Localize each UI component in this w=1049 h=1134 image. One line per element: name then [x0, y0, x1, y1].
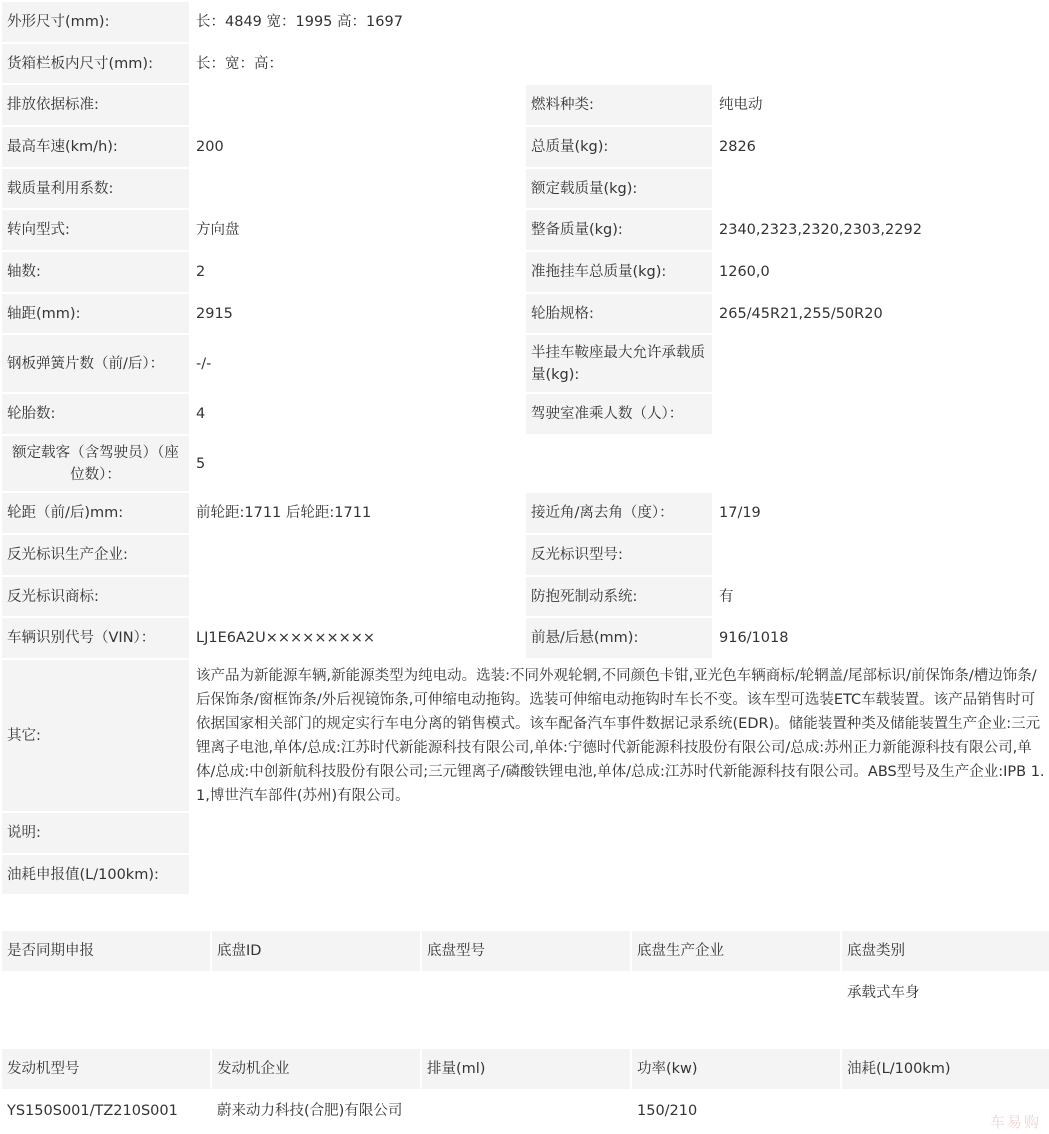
- spec-row: [2, 618, 1049, 658]
- spec-row: [2, 535, 1049, 575]
- spec-value: 2826: [714, 127, 1049, 167]
- chassis-cell: [2, 973, 210, 1013]
- watermark-text: 车易购: [989, 1113, 1041, 1131]
- spec-value: 1260,0: [714, 252, 1049, 292]
- spec-label: 反光标识商标:: [2, 577, 189, 616]
- engine-header-row: [2, 1049, 1049, 1089]
- spec-value: 265/45R21,255/50R20: [714, 294, 1049, 333]
- chassis-cell: 承载式车身: [842, 973, 1049, 1013]
- spec-value: [191, 85, 524, 125]
- spec-row: [2, 577, 1049, 616]
- spec-value: [714, 394, 1049, 434]
- spec-value: 17/19: [714, 493, 1049, 533]
- chassis-row: [2, 973, 1049, 1013]
- spec-label: 转向型式:: [2, 210, 189, 250]
- spec-row: [2, 813, 1049, 853]
- spec-value: 前轮距:1711 后轮距:1711: [191, 493, 524, 533]
- spec-label: 接近角/离去角（度）：: [526, 493, 712, 533]
- engine-table: [0, 1047, 1049, 1133]
- spec-label: 半挂车鞍座最大允许承载质量(kg):: [526, 335, 712, 392]
- spec-row: [2, 294, 1049, 333]
- engine-cell: 蔚来动力科技(合肥)有限公司: [212, 1091, 420, 1131]
- engine-cell: 150/210: [632, 1091, 840, 1131]
- spec-label: 其它:: [2, 660, 189, 811]
- engine-header: 油耗(L/100km): [842, 1049, 1049, 1089]
- spec-row: [2, 169, 1049, 208]
- spec-label: 轮距（前/后)mm:: [2, 493, 189, 533]
- chassis-header: 底盘类别: [842, 931, 1049, 971]
- spec-row: [2, 252, 1049, 292]
- engine-header: 排量(ml): [422, 1049, 630, 1089]
- spec-label: 准拖挂车总质量(kg):: [526, 252, 712, 292]
- spec-label: 轴数:: [2, 252, 189, 292]
- spec-value: [714, 169, 1049, 208]
- spec-value: 5: [191, 436, 1049, 491]
- chassis-cell: [632, 973, 840, 1013]
- spec-value: 2340,2323,2320,2303,2292: [714, 210, 1049, 250]
- spec-value: [191, 813, 1049, 853]
- spec-value: 长：宽：高：: [191, 44, 1049, 83]
- spec-row: [2, 335, 1049, 392]
- spec-row: [2, 394, 1049, 434]
- spec-value: 4: [191, 394, 524, 434]
- spec-value: [191, 535, 524, 575]
- spec-row: [2, 493, 1049, 533]
- chassis-header: 底盘型号: [422, 931, 630, 971]
- spec-label: 轮胎数:: [2, 394, 189, 434]
- spec-label: 额定载客（含驾驶员）（座位数）：: [2, 436, 189, 491]
- spec-value: [714, 535, 1049, 575]
- spec-label: 货箱栏板内尺寸(mm):: [2, 44, 189, 83]
- spec-label: 前悬/后悬(mm):: [526, 618, 712, 658]
- spec-label: 反光标识型号:: [526, 535, 712, 575]
- spec-value: 方向盘: [191, 210, 524, 250]
- spec-value: 2: [191, 252, 524, 292]
- spec-row: [2, 210, 1049, 250]
- chassis-header: 底盘生产企业: [632, 931, 840, 971]
- chassis-table: [0, 929, 1049, 1015]
- chassis-header: 是否同期申报: [2, 931, 210, 971]
- spec-value: [714, 335, 1049, 392]
- spec-label: 总质量(kg):: [526, 127, 712, 167]
- spec-value: 2915: [191, 294, 524, 333]
- spec-label: 防抱死制动系统:: [526, 577, 712, 616]
- engine-header: 发动机企业: [212, 1049, 420, 1089]
- spec-label: 轴距(mm):: [2, 294, 189, 333]
- spec-value: 200: [191, 127, 524, 167]
- spec-value: -/-: [191, 335, 524, 392]
- spec-label: 车辆识别代号（VIN）：: [2, 618, 189, 658]
- spec-label: 最高车速(km/h):: [2, 127, 189, 167]
- spec-label: 排放依据标准:: [2, 85, 189, 125]
- spec-value: [191, 577, 524, 616]
- engine-row: [2, 1091, 1049, 1131]
- spec-row: [2, 127, 1049, 167]
- spec-label: 说明:: [2, 813, 189, 853]
- spec-value: 有: [714, 577, 1049, 616]
- spec-value: 纯电动: [714, 85, 1049, 125]
- spec-value: [191, 855, 1049, 894]
- spec-row: [2, 2, 1049, 42]
- spec-label: 额定载质量(kg):: [526, 169, 712, 208]
- spec-row: [2, 85, 1049, 125]
- engine-header: 功率(kw): [632, 1049, 840, 1089]
- spec-row: [2, 660, 1049, 811]
- spec-label: 外形尺寸(mm):: [2, 2, 189, 42]
- spec-label: 反光标识生产企业:: [2, 535, 189, 575]
- engine-header: 发动机型号: [2, 1049, 210, 1089]
- spec-value: [191, 169, 524, 208]
- spec-other-value: 该产品为新能源车辆,新能源类型为纯电动。选装:不同外观轮辋,不同颜色卡钳,亚光色车辆商标/轮辋盖/尾部标识/前保饰条/槽边饰条/后保饰条/窗框饰条/外后视镜饰条,可伸缩电动拖钩。选装可伸缩电动拖钩时车长不变。该车型可选装ETC车载装置。该产品销售时可依据国家相关部门的规定实行车电分离的销售模式。该车配备汽车事件数据记录系统(EDR)。储能装置种类及储能装置生产企业:三元锂离子电池,单体/总成:江苏时代新能源科技有限公司,单体:宁德时代新能源科技股份有限公司/总成:苏州正力新能源科技有限公司,单体/总成:中创新航科技股份有限公司;三元锂离子/磷酸铁锂电池,单体/总成:江苏时代新能源科技有限公司。ABS型号及生产企业:IPB 1.1,博世汽车部件(苏州)有限公司。: [191, 660, 1049, 811]
- spec-label: 整备质量(kg):: [526, 210, 712, 250]
- spec-label: 燃料种类:: [526, 85, 712, 125]
- chassis-header: 底盘ID: [212, 931, 420, 971]
- spec-label: 钢板弹簧片数（前/后）：: [2, 335, 189, 392]
- spec-value: 916/1018: [714, 618, 1049, 658]
- chassis-header-row: [2, 931, 1049, 971]
- chassis-cell: [212, 973, 420, 1013]
- spec-value: LJ1E6A2U×××××××××: [191, 618, 524, 658]
- engine-cell: [422, 1091, 630, 1131]
- engine-cell: YS150S001/TZ210S001: [2, 1091, 210, 1131]
- spec-label: 油耗申报值(L/100km):: [2, 855, 189, 894]
- spec-label: 驾驶室准乘人数（人）：: [526, 394, 712, 434]
- chassis-cell: [422, 973, 630, 1013]
- spec-value: 长：4849 宽：1995 高：1697: [191, 2, 1049, 42]
- spec-row: [2, 436, 1049, 491]
- spec-row: [2, 855, 1049, 894]
- spec-label: 载质量利用系数:: [2, 169, 189, 208]
- spec-row: [2, 44, 1049, 83]
- spec-label: 轮胎规格:: [526, 294, 712, 333]
